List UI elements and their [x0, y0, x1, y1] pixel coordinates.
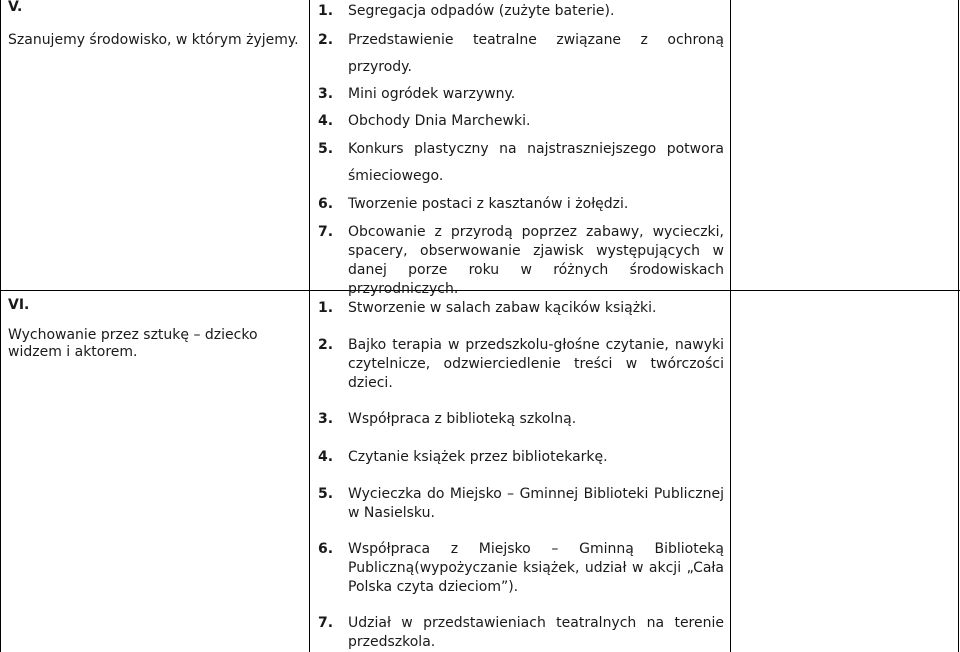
item-text: Obchody Dnia Marchewki.: [348, 113, 531, 129]
item-number: 5.: [318, 486, 334, 502]
item-number: 3.: [318, 411, 334, 427]
column-divider: [730, 0, 731, 652]
item-number: 5.: [318, 141, 334, 157]
item-text: Konkurs plastyczny na najstraszniejszego potwora śmieciowego.: [348, 141, 724, 184]
table-border-left: [0, 0, 1, 652]
table-border-right: [958, 0, 959, 652]
item-number: 7.: [318, 615, 334, 631]
section-title: Szanujemy środowisko, w którym żyjemy.: [8, 32, 299, 48]
item-number: 7.: [318, 224, 334, 240]
item-number: 4.: [318, 113, 334, 129]
item-text: Współpraca z Miejsko – Gminną Biblioteką Publiczną(wypożyczanie książek, udział w akcji „Cała Polska czyta dzieciom”).: [348, 541, 724, 595]
section-number: V.: [8, 0, 23, 15]
item-number: 6.: [318, 541, 334, 557]
item-text: Bajko terapia w przedszkolu-głośne czytanie, nawyki czytelnicze, odzwierciedlenie treści w twórczości dzieci.: [348, 337, 724, 391]
item-text: Czytanie książek przez bibliotekarkę.: [348, 449, 608, 465]
item-number: 1.: [318, 300, 334, 316]
section-title: Wychowanie przez sztukę – dziecko widzem i aktorem.: [8, 327, 258, 360]
item-text: Mini ogródek warzywny.: [348, 86, 516, 102]
item-text: Tworzenie postaci z kasztanów i żołędzi.: [348, 196, 629, 212]
item-number: 3.: [318, 86, 334, 102]
item-text: Współpraca z biblioteką szkolną.: [348, 411, 577, 427]
section-number: VI.: [8, 297, 30, 313]
item-number: 2.: [318, 337, 334, 353]
item-number: 4.: [318, 449, 334, 465]
item-text: Udział w przedstawieniach teatralnych na terenie przedszkola.: [348, 615, 724, 650]
item-text: Segregacja odpadów (zużyte baterie).: [348, 3, 615, 19]
item-number: 6.: [318, 196, 334, 212]
item-text: Wycieczka do Miejsko – Gminnej Biblioteki Publicznej w Nasielsku.: [348, 486, 724, 521]
column-divider: [309, 0, 310, 652]
item-number: 1.: [318, 3, 334, 19]
item-text: Obcowanie z przyrodą poprzez zabawy, wycieczki, spacery, obserwowanie zjawisk występujących w danej porze roku w różnych środowiskach przyrodniczych.: [348, 224, 724, 297]
item-text: Przedstawienie teatralne związane z ochroną przyrody.: [348, 32, 724, 75]
item-text: Stworzenie w salach zabaw kącików książki.: [348, 300, 657, 316]
item-number: 2.: [318, 32, 334, 48]
